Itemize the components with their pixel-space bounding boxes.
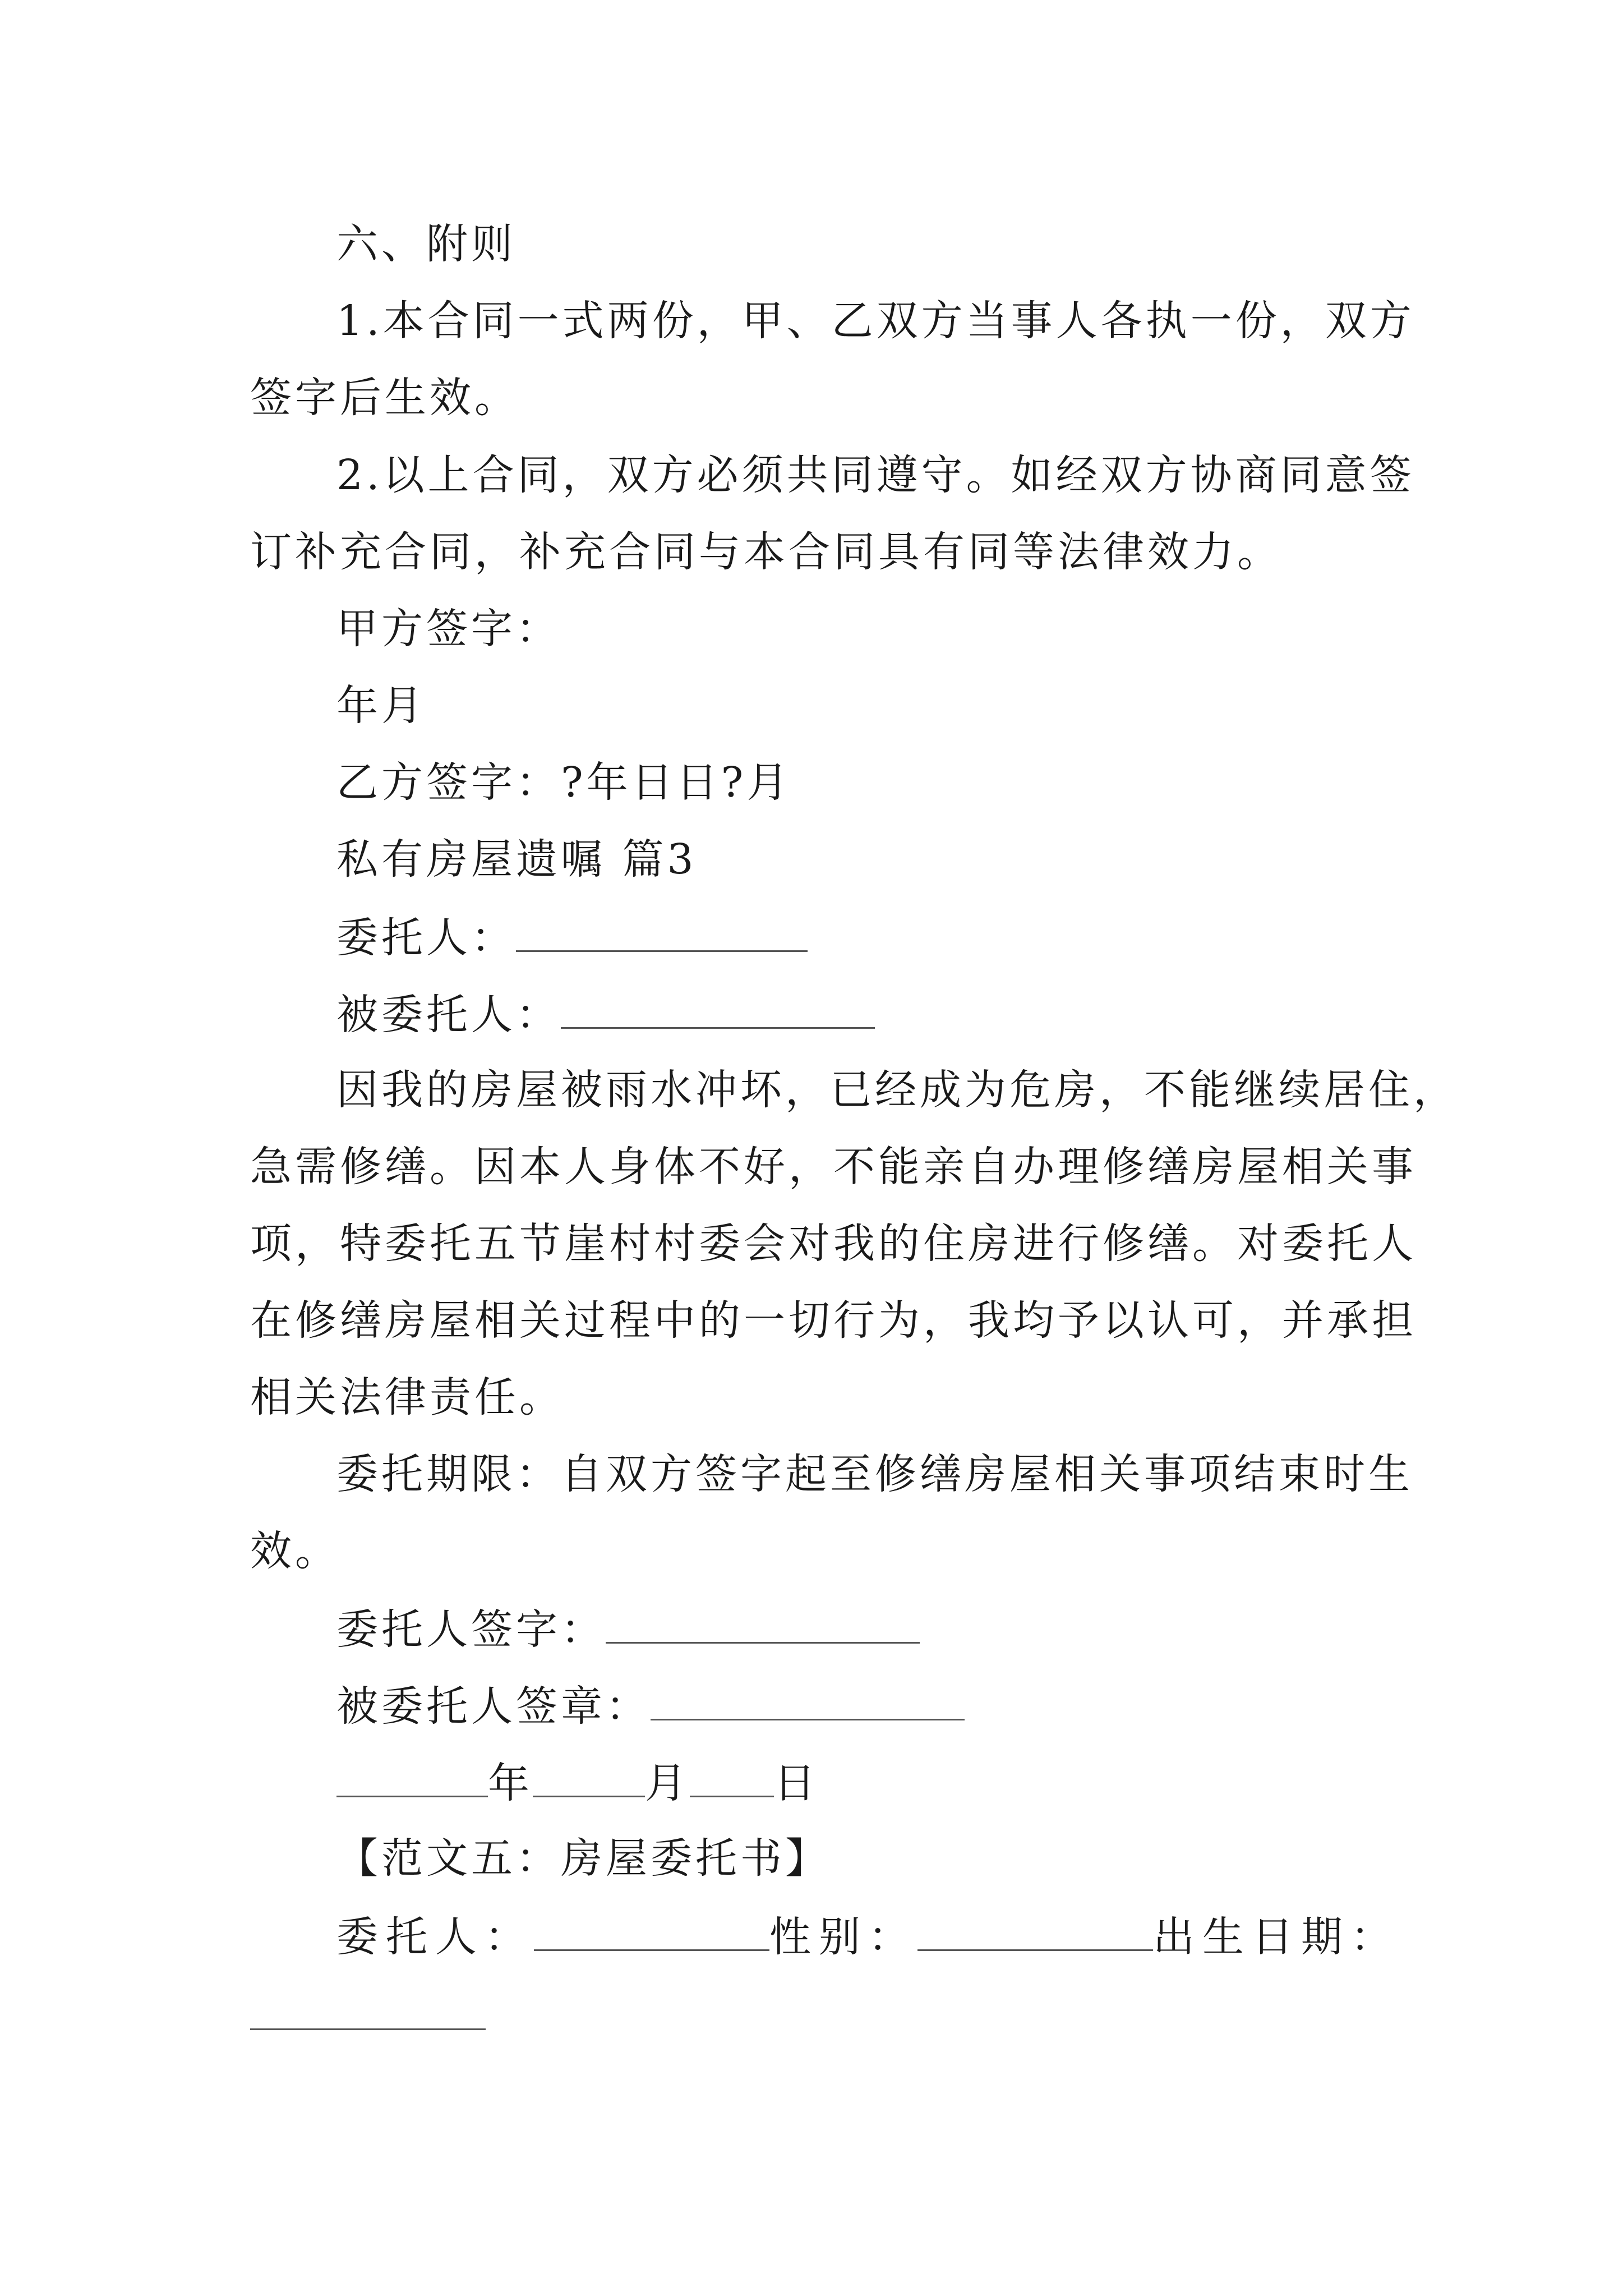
body-line-3: 项，特委托五节崖村村委会对我的住房进行修缮。对委托人: [250, 1220, 1417, 1268]
date-month-label: 月: [645, 1759, 690, 1807]
form-birthdate-label: 出生日期：: [1153, 1913, 1400, 1961]
year-month-label: 年月: [336, 682, 426, 730]
body-line-4: 在修缮房屋相关过程中的一切行为，我均予以认可，并承担: [250, 1296, 1417, 1345]
form-gender-label: 性别：: [769, 1913, 917, 1961]
form-birthdate-blank: [250, 2028, 486, 2030]
body-line-1: 因我的房屋被雨水冲坏，已经成为危房，不能继续居住，: [336, 1066, 1458, 1114]
party-a-signature-label: 甲方签字：: [336, 605, 561, 653]
clause-2-line-1: 2.以上合同，双方必须共同遵守。如经双方协商同意签: [336, 451, 1415, 499]
sample-heading: 【范文五：房屋委托书】: [336, 1834, 830, 1883]
form-principal-label: 委托人：: [336, 1913, 534, 1961]
year-blank: [336, 1761, 488, 1797]
month-blank: [533, 1761, 645, 1797]
agent-seal-blank: [651, 1684, 965, 1720]
form-principal-blank: [534, 1915, 769, 1951]
agent-row: [336, 991, 875, 1039]
period-line-1: 委托期限：自双方签字起至修缮房屋相关事项结束时生: [336, 1450, 1413, 1498]
date-year-label: 年: [488, 1759, 533, 1807]
party-b-signature-label: 乙方签字：?年日日?月: [336, 758, 792, 807]
principal-signature-row: [336, 1605, 920, 1654]
clause-2-line-2: 订补充合同，补充合同与本合同具有同等法律效力。: [250, 528, 1282, 576]
principal-row: [336, 914, 808, 962]
article-title: 私有房屋遗嘱 篇3: [336, 835, 697, 884]
agent-blank: [561, 992, 875, 1029]
date-row: [336, 1759, 819, 1807]
principal-signature-label: 委托人签字：: [336, 1605, 606, 1654]
form-row: [336, 1913, 1400, 1961]
body-line-2: 急需修缮。因本人身体不好，不能亲自办理修缮房屋相关事: [250, 1143, 1417, 1191]
body-line-5: 相关法律责任。: [250, 1373, 564, 1421]
clause-1-line-2: 签字后生效。: [250, 374, 519, 422]
agent-label: 被委托人：: [336, 991, 561, 1039]
agent-seal-row: [336, 1682, 965, 1731]
form-gender-blank: [917, 1915, 1153, 1951]
date-day-label: 日: [774, 1759, 819, 1807]
principal-signature-blank: [606, 1607, 920, 1644]
day-blank: [690, 1761, 774, 1797]
agent-seal-label: 被委托人签章：: [336, 1682, 651, 1731]
period-line-2: 效。: [250, 1527, 340, 1575]
section-heading: 六、附则: [336, 220, 516, 268]
clause-1-line-1: 1.本合同一式两份，甲、乙双方当事人各执一份，双方: [336, 297, 1415, 345]
principal-label: 委托人：: [336, 914, 516, 962]
principal-blank: [516, 915, 808, 952]
